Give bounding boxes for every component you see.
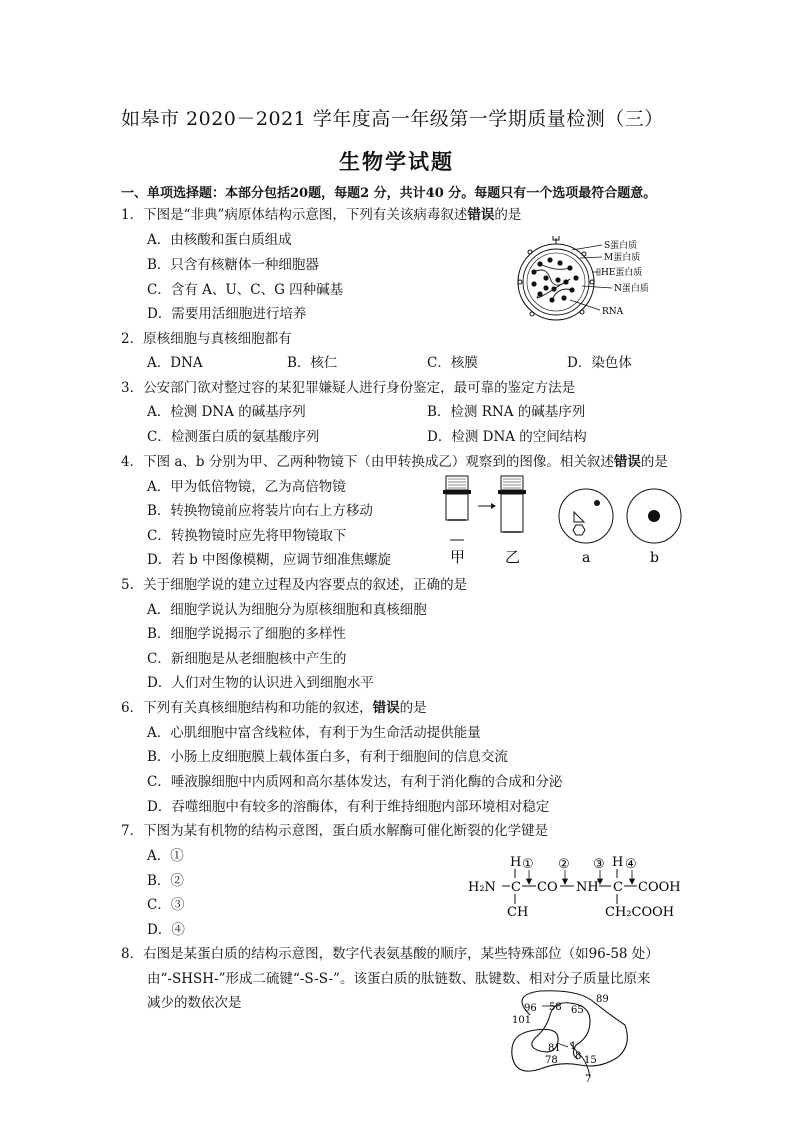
residue-101: 101: [512, 1015, 532, 1026]
question-6-stem: 6．下列有关真核细胞结构和功能的叙述，错误的是: [121, 700, 427, 716]
q6-option-d: D．吞噬细胞中有较多的溶酶体，有利于维持细胞内部环境相对稳定: [147, 799, 550, 815]
residue-7: 7: [585, 1074, 592, 1085]
q7-option-a: A．①: [147, 848, 184, 864]
residue-89: 89: [596, 994, 609, 1005]
dipeptide-structure-figure: [466, 852, 686, 922]
label-yi: 乙: [505, 548, 521, 566]
q4-option-d: D．若 b 中图像模糊，应调节细准焦螺旋: [147, 552, 392, 568]
q3-option-d: D．检测 DNA 的空间结构: [427, 429, 587, 445]
q7-option-b: B．②: [147, 873, 184, 889]
marker-1: ①: [522, 857, 534, 872]
q5-option-a: A．细胞学说认为细胞分为原核细胞和真核细胞: [147, 602, 427, 618]
q1-option-b: B．只含有核糖体一种细胞器: [147, 257, 319, 273]
question-7-stem: 7．下图为某有机物的结构示意图，蛋白质水解酶可催化断裂的化学键是: [121, 823, 549, 839]
residue-81: 81: [548, 1043, 561, 1054]
residue-1: 1: [570, 1041, 577, 1052]
ch2cooh-group: CH₂COOH: [605, 905, 675, 920]
question-1-stem: 1．下图是“非典”病原体结构示意图，下列有关该病毒叙述错误的是: [121, 207, 522, 223]
h-top-right: H: [612, 855, 624, 870]
q4-option-c: C．转换物镜时应先将甲物镜取下: [147, 528, 347, 544]
h2n-group: H₂N: [468, 880, 496, 895]
h-top-left: H: [510, 855, 522, 870]
nh-group: NH: [576, 880, 599, 895]
question-2-stem: 2．原核细胞与真核细胞都有: [121, 331, 292, 347]
page-title: 如皋市 2020－2021 学年度高一年级第一学期质量检测（三）: [121, 108, 664, 130]
q2-option-a: A．DNA: [147, 355, 203, 371]
question-4-stem: 4．下图 a、b 分别为甲、乙两种物镜下（由甲转换成乙）观察到的图像。相关叙述错误的是: [121, 454, 668, 470]
label-b: b: [650, 550, 659, 566]
question-3-stem: 3．公安部门欲对整过容的某犯罪嫌疑人进行身份鉴定，最可靠的鉴定方法是: [121, 380, 576, 396]
residue-96: 96: [524, 1003, 537, 1014]
q5-option-d: D．人们对生物的认识进入到细胞水平: [147, 675, 374, 691]
section-heading: 一、单项选择题：本部分包括20题，每题2 分，共计40 分。每题只有一个选项最符合题意。: [121, 186, 657, 201]
residue-15: 15: [584, 1055, 597, 1066]
question-8-stem-line1: 8．右图是某蛋白质的结构示意图，数字代表氨基酸的顺序，某些特殊部位（如96-58 处）: [121, 946, 659, 962]
carbon-alpha-2: C: [613, 880, 623, 895]
q6-option-a: A．心肌细胞中富含线粒体，有利于为生命活动提供能量: [147, 725, 481, 741]
q3-option-c: C．检测蛋白质的氨基酸序列: [147, 429, 320, 445]
label-s-protein: S蛋白质: [604, 241, 638, 251]
q1-option-c: C．含有 A、U、C、G 四种碱基: [147, 282, 344, 298]
residue-78: 78: [545, 1055, 558, 1066]
q4-option-b: B．转换物镜前应将装片向右上方移动: [147, 503, 373, 519]
marker-4: ④: [625, 857, 637, 872]
question-8-stem-line3: 减少的数依次是: [147, 995, 242, 1011]
cooh-group: COOH: [638, 880, 681, 895]
page-subtitle: 生物学试题: [339, 149, 454, 174]
marker-3: ③: [593, 857, 605, 872]
co-group: CO: [537, 880, 558, 895]
ch-group: CH: [507, 905, 529, 920]
label-jia: 甲: [450, 548, 466, 566]
q2-option-b: B．核仁: [287, 355, 338, 371]
label-n-protein: N蛋白质: [614, 284, 649, 294]
q3-option-b: B．检测 RNA 的碱基序列: [427, 404, 586, 420]
residue-58: 58: [549, 1002, 562, 1013]
microscope-objectives-figure: [436, 470, 692, 570]
q1-option-a: A．由核酸和蛋白质组成: [147, 232, 292, 248]
residue-65: 65: [571, 1005, 584, 1016]
q3-option-a: A．检测 DNA 的碱基序列: [147, 404, 306, 420]
marker-2: ②: [558, 857, 570, 872]
q7-option-d: D．④: [147, 922, 185, 938]
q5-option-b: B．细胞学说揭示了细胞的多样性: [147, 626, 346, 642]
q4-option-a: A．甲为低倍物镜，乙为高倍物镜: [147, 479, 346, 495]
q6-option-c: C．唾液腺细胞中内质网和高尔基体发达，有利于消化酶的合成和分泌: [147, 774, 563, 790]
label-a: a: [582, 550, 591, 566]
q5-option-c: C．新细胞是从老细胞核中产生的: [147, 651, 347, 667]
q7-option-c: C．③: [147, 897, 185, 913]
label-rna: RNA: [602, 307, 624, 317]
q2-option-d: D．染色体: [567, 355, 632, 371]
virus-structure-figure: [510, 236, 670, 326]
question-5-stem: 5．关于细胞学说的建立过程及内容要点的叙述，正确的是: [121, 577, 468, 593]
label-he-protein: HE蛋白质: [601, 268, 643, 278]
q1-option-d: D．需要用活细胞进行培养: [147, 306, 307, 322]
question-8-stem-line2: 由“-SHSH-”形成二硫键“-S-S-”。该蛋白质的肽链数、肽键数、相对分子质量比原来: [147, 971, 651, 987]
protein-structure-figure: [500, 985, 650, 1085]
q6-option-b: B．小肠上皮细胞膜上载体蛋白多，有利于细胞间的信息交流: [147, 749, 508, 765]
carbon-alpha-1: C: [511, 880, 521, 895]
residue-8: 8: [575, 1051, 582, 1062]
label-m-protein: M蛋白质: [604, 253, 641, 263]
q2-option-c: C．核膜: [427, 355, 478, 371]
